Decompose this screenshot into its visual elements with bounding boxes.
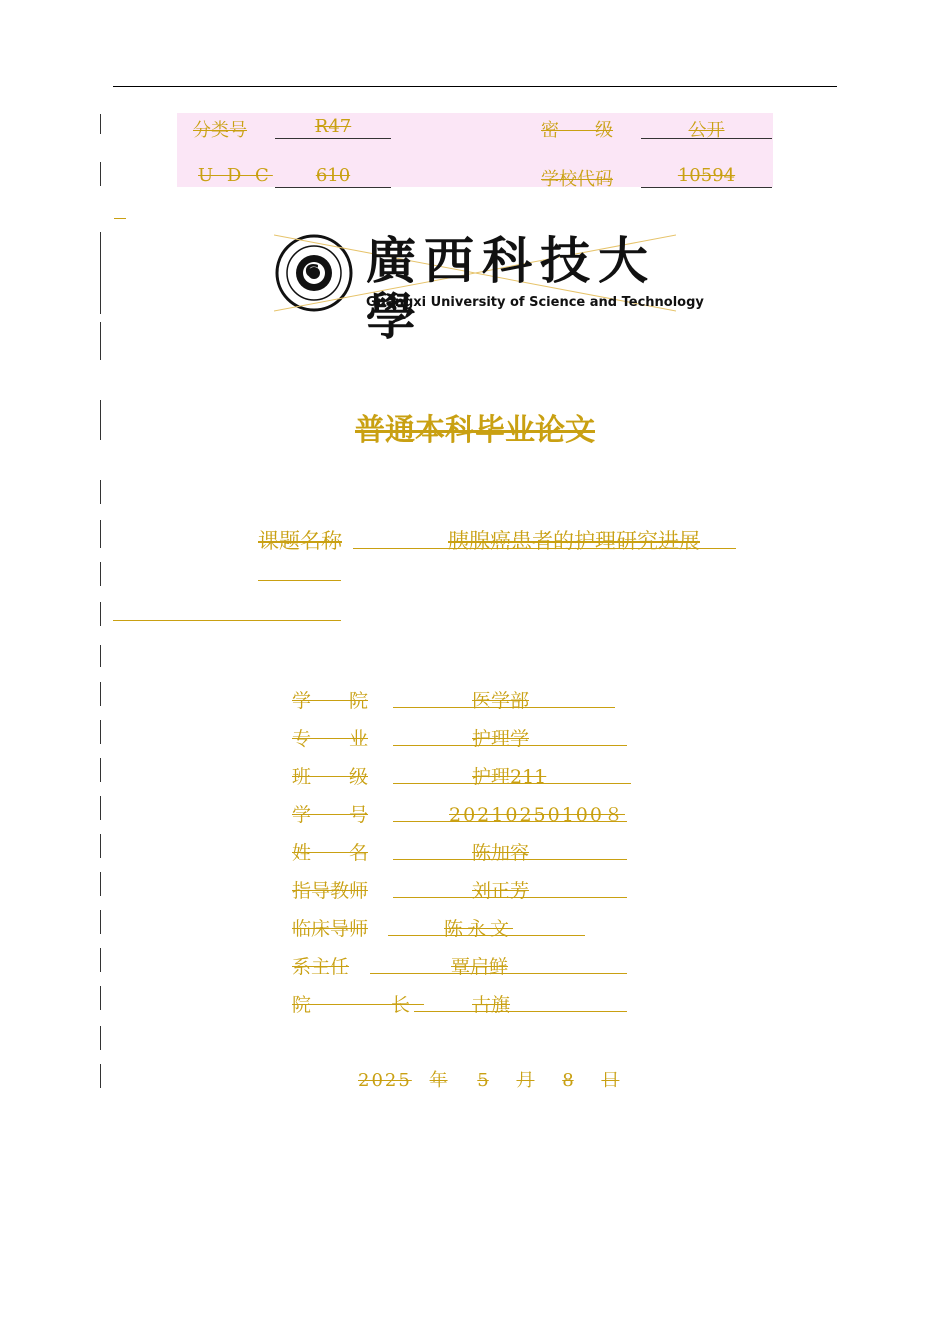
change-bar <box>100 162 101 186</box>
change-bar <box>100 834 101 858</box>
change-bar <box>100 758 101 782</box>
change-bar <box>100 114 101 134</box>
change-bar <box>100 682 101 706</box>
field-value-major: 护理学 <box>472 728 530 750</box>
field-underline <box>393 745 627 746</box>
change-bar <box>100 562 101 586</box>
stray-mark <box>114 218 126 219</box>
topic-underline-cont <box>258 580 341 581</box>
date-month-unit: 月 <box>516 1070 535 1091</box>
change-bar <box>100 910 101 934</box>
date-month: 5 <box>477 1070 489 1091</box>
class-number-label: 分类号 <box>193 120 247 141</box>
topic-label: 课题名称 <box>258 529 342 553</box>
change-bar <box>100 872 101 896</box>
university-name-en: Guangxi University of Science and Technology <box>366 295 704 310</box>
secret-level-value: 公开 <box>688 120 725 141</box>
field-value-advisor: 刘正芳 <box>472 880 530 902</box>
change-bar <box>100 322 101 360</box>
change-bar <box>100 232 101 314</box>
school-code-label: 学校代码 <box>541 169 613 190</box>
field-value-student-id: 20210250100８ <box>449 804 625 826</box>
field-underline <box>393 859 627 860</box>
field-label-name: 姓 名 <box>292 842 369 864</box>
class-number-underline <box>275 138 391 139</box>
change-bar <box>100 645 101 667</box>
field-underline <box>414 1011 627 1012</box>
field-label-clinical-advisor: 临床导师 <box>292 918 369 940</box>
topic-underline-cont <box>113 620 341 621</box>
field-value-dept-head: 覃启鲜 <box>451 956 509 978</box>
seal-letter: G <box>305 261 320 282</box>
field-value-dean: 古旗 <box>472 994 511 1016</box>
header-rule <box>113 86 837 87</box>
change-bar <box>100 480 101 504</box>
field-value-class: 护理211 <box>472 766 547 788</box>
change-bar <box>100 1064 101 1088</box>
field-label-student-id: 学 号 <box>292 804 369 826</box>
submission-date <box>358 1066 619 1092</box>
date-year-unit: 年 <box>429 1070 448 1091</box>
field-underline <box>393 783 631 784</box>
field-underline <box>393 821 627 822</box>
field-underline <box>393 897 627 898</box>
field-label-advisor: 指导教师 <box>292 880 369 902</box>
field-underline <box>370 973 627 974</box>
change-bar <box>100 986 101 1010</box>
change-bar <box>100 602 101 626</box>
udc-underline <box>275 187 391 188</box>
change-bar <box>100 720 101 744</box>
change-bar <box>100 520 101 548</box>
school-code-underline <box>641 187 772 188</box>
change-bar <box>100 796 101 820</box>
thesis-title: 普通本科毕业论文 <box>355 413 595 448</box>
udc-value: 610 <box>315 165 351 186</box>
field-underline <box>388 935 585 936</box>
field-label-major: 专 业 <box>292 728 369 750</box>
field-value-college: 医学部 <box>472 690 530 712</box>
topic-value: 胰腺癌患者的护理研究进展 <box>448 529 700 553</box>
field-label-dept-head: 系主任 <box>292 956 350 978</box>
date-year: 2025 <box>358 1070 412 1091</box>
class-number-value: R47 <box>314 116 352 137</box>
secret-level-underline <box>641 138 772 139</box>
field-label-college: 学 院 <box>292 690 369 712</box>
udc-label: U D C <box>198 165 273 186</box>
change-bar <box>100 948 101 972</box>
university-logo <box>274 231 704 346</box>
secret-level-label: 密 级 <box>541 120 613 141</box>
school-code-value: 10594 <box>677 165 736 186</box>
university-name-cn: 廣西科技大學 <box>366 231 656 346</box>
topic-underline <box>353 548 736 549</box>
date-day-unit: 日 <box>601 1070 620 1091</box>
change-bar <box>100 1026 101 1050</box>
field-value-name: 陈加容 <box>472 842 530 864</box>
field-value-clinical-advisor: 陈永文 <box>444 918 514 940</box>
field-label-dean: 院 长 <box>292 994 425 1016</box>
field-label-class: 班 级 <box>292 766 369 788</box>
date-day: 8 <box>562 1070 574 1091</box>
field-underline <box>393 707 615 708</box>
